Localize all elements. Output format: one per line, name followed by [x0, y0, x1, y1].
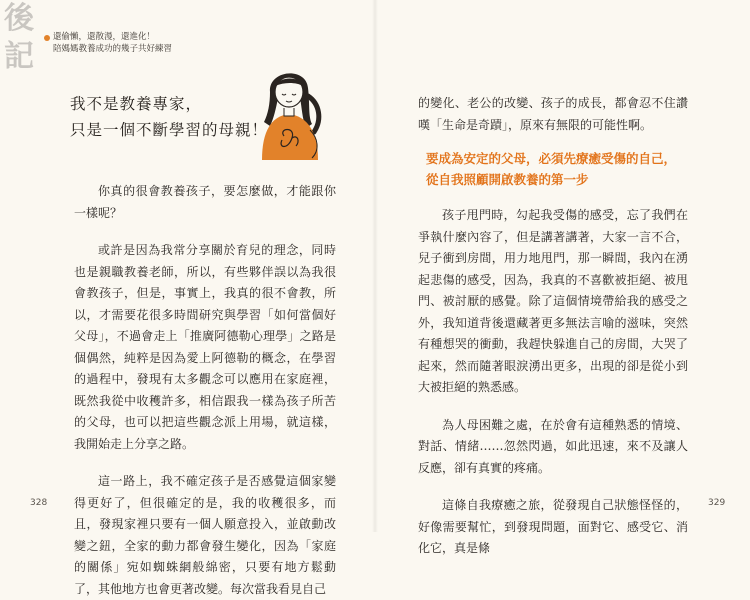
hand-title-line-1: 我不是教養專家， — [70, 95, 203, 113]
paragraph: 這一路上，我不確定孩子是否感覺這個家變得更好了，但很確定的是，我的收穫很多，而且，發現家裡只要有一個人願意投入，並啟動改變之鈕，全家的動力都會發生變化，因為「家庭的關係」宛如蜘蛛網般綿密，只要有地方鬆動了，其他地方也會更著改變。每次當我看見自己 — [74, 474, 336, 596]
section-heading — [426, 148, 696, 190]
paragraph: 為人母困難之處，在於會有這種熟悉的情境、對話、情緒……忽然閃過，如此迅速，來不及讓人反應，卻有真實的疼痛。 — [418, 417, 688, 475]
left-page — [0, 0, 375, 596]
heading-line-1: 要成為安定的父母，必須先療癒受傷的自己， — [426, 151, 677, 166]
paragraph: 你真的很會教養孩子，要怎麼做，才能跟你一樣呢？ — [74, 184, 336, 220]
left-body-text — [74, 181, 336, 600]
handwritten-title — [70, 91, 268, 143]
mother-illustration — [248, 64, 334, 160]
hand-title-line-2: 只是一個不斷學習的母親！ — [70, 121, 269, 139]
right-body-text — [418, 205, 688, 560]
subheading-line-2: 陪媽媽教養成功的幾子共好練習 — [53, 44, 173, 54]
paragraph: 孩子甩門時，勾起我受傷的感受，忘了我們在爭執什麼內容了，但是講著講著，大家一言不合，兒子衝到房間，用力地甩門，那一瞬間，我內在湧起悲傷的感受，因為，我真的不喜歡被拒絕、被甩門、被討厭的感覺。除了這個情境帶給我的感受之外，我知道背後還藏著更多無法言喻的滋味，突然有種想哭的衝動，我趕快躲進自己的房間，大哭了起來，然而隨著眼淚湧出更多，出現的卻是從小到大被拒絕的熟悉感。 — [418, 208, 688, 394]
heading-line-2: 從自我照顧開啟教養的第一步 — [426, 172, 589, 187]
chapter-mark — [0, 0, 34, 76]
page-number-right: 329 — [708, 498, 726, 508]
section-subheading — [53, 31, 172, 55]
paragraph: 的變化、老公的改變、孩子的成長，都會忍不住讚嘆「生命是奇蹟」，原來有無限的可能性啊。 — [418, 96, 688, 132]
paragraph: 這條自我療癒之旅，從發現自己狀態怪怪的，好像需要幫忙，到發現問題，面對它、感受它、消化它，真是條 — [418, 498, 688, 555]
subheading-line-1: 還偷懶，還散漫，還進化！ — [53, 32, 156, 42]
right-top-text — [418, 93, 688, 136]
page-number-left: 328 — [30, 498, 48, 508]
chapter-char-1: 後 — [4, 1, 34, 36]
orange-bullet-dot — [44, 35, 50, 41]
chapter-char-2: 記 — [4, 39, 34, 74]
paragraph: 或許是因為我常分享關於育兒的理念，同時也是親職教養老師，所以，有些夥伴誤以為我很會教孩子，但是，事實上，我真的很不會教，所以，才需要花很多時間研究與學習「如何當個好父母」，不過會走上「推廣阿德勒心理學」之路是個偶然，純粹是因為愛上阿德勒的概念，在學習的過程中，發現有太多觀念可以應用在家庭裡，既然我從中收穫許多，相信跟我一樣為孩子所苦的父母，也可以把這些觀念派上用場，就這樣，我開始走上分享之路。 — [74, 243, 336, 451]
